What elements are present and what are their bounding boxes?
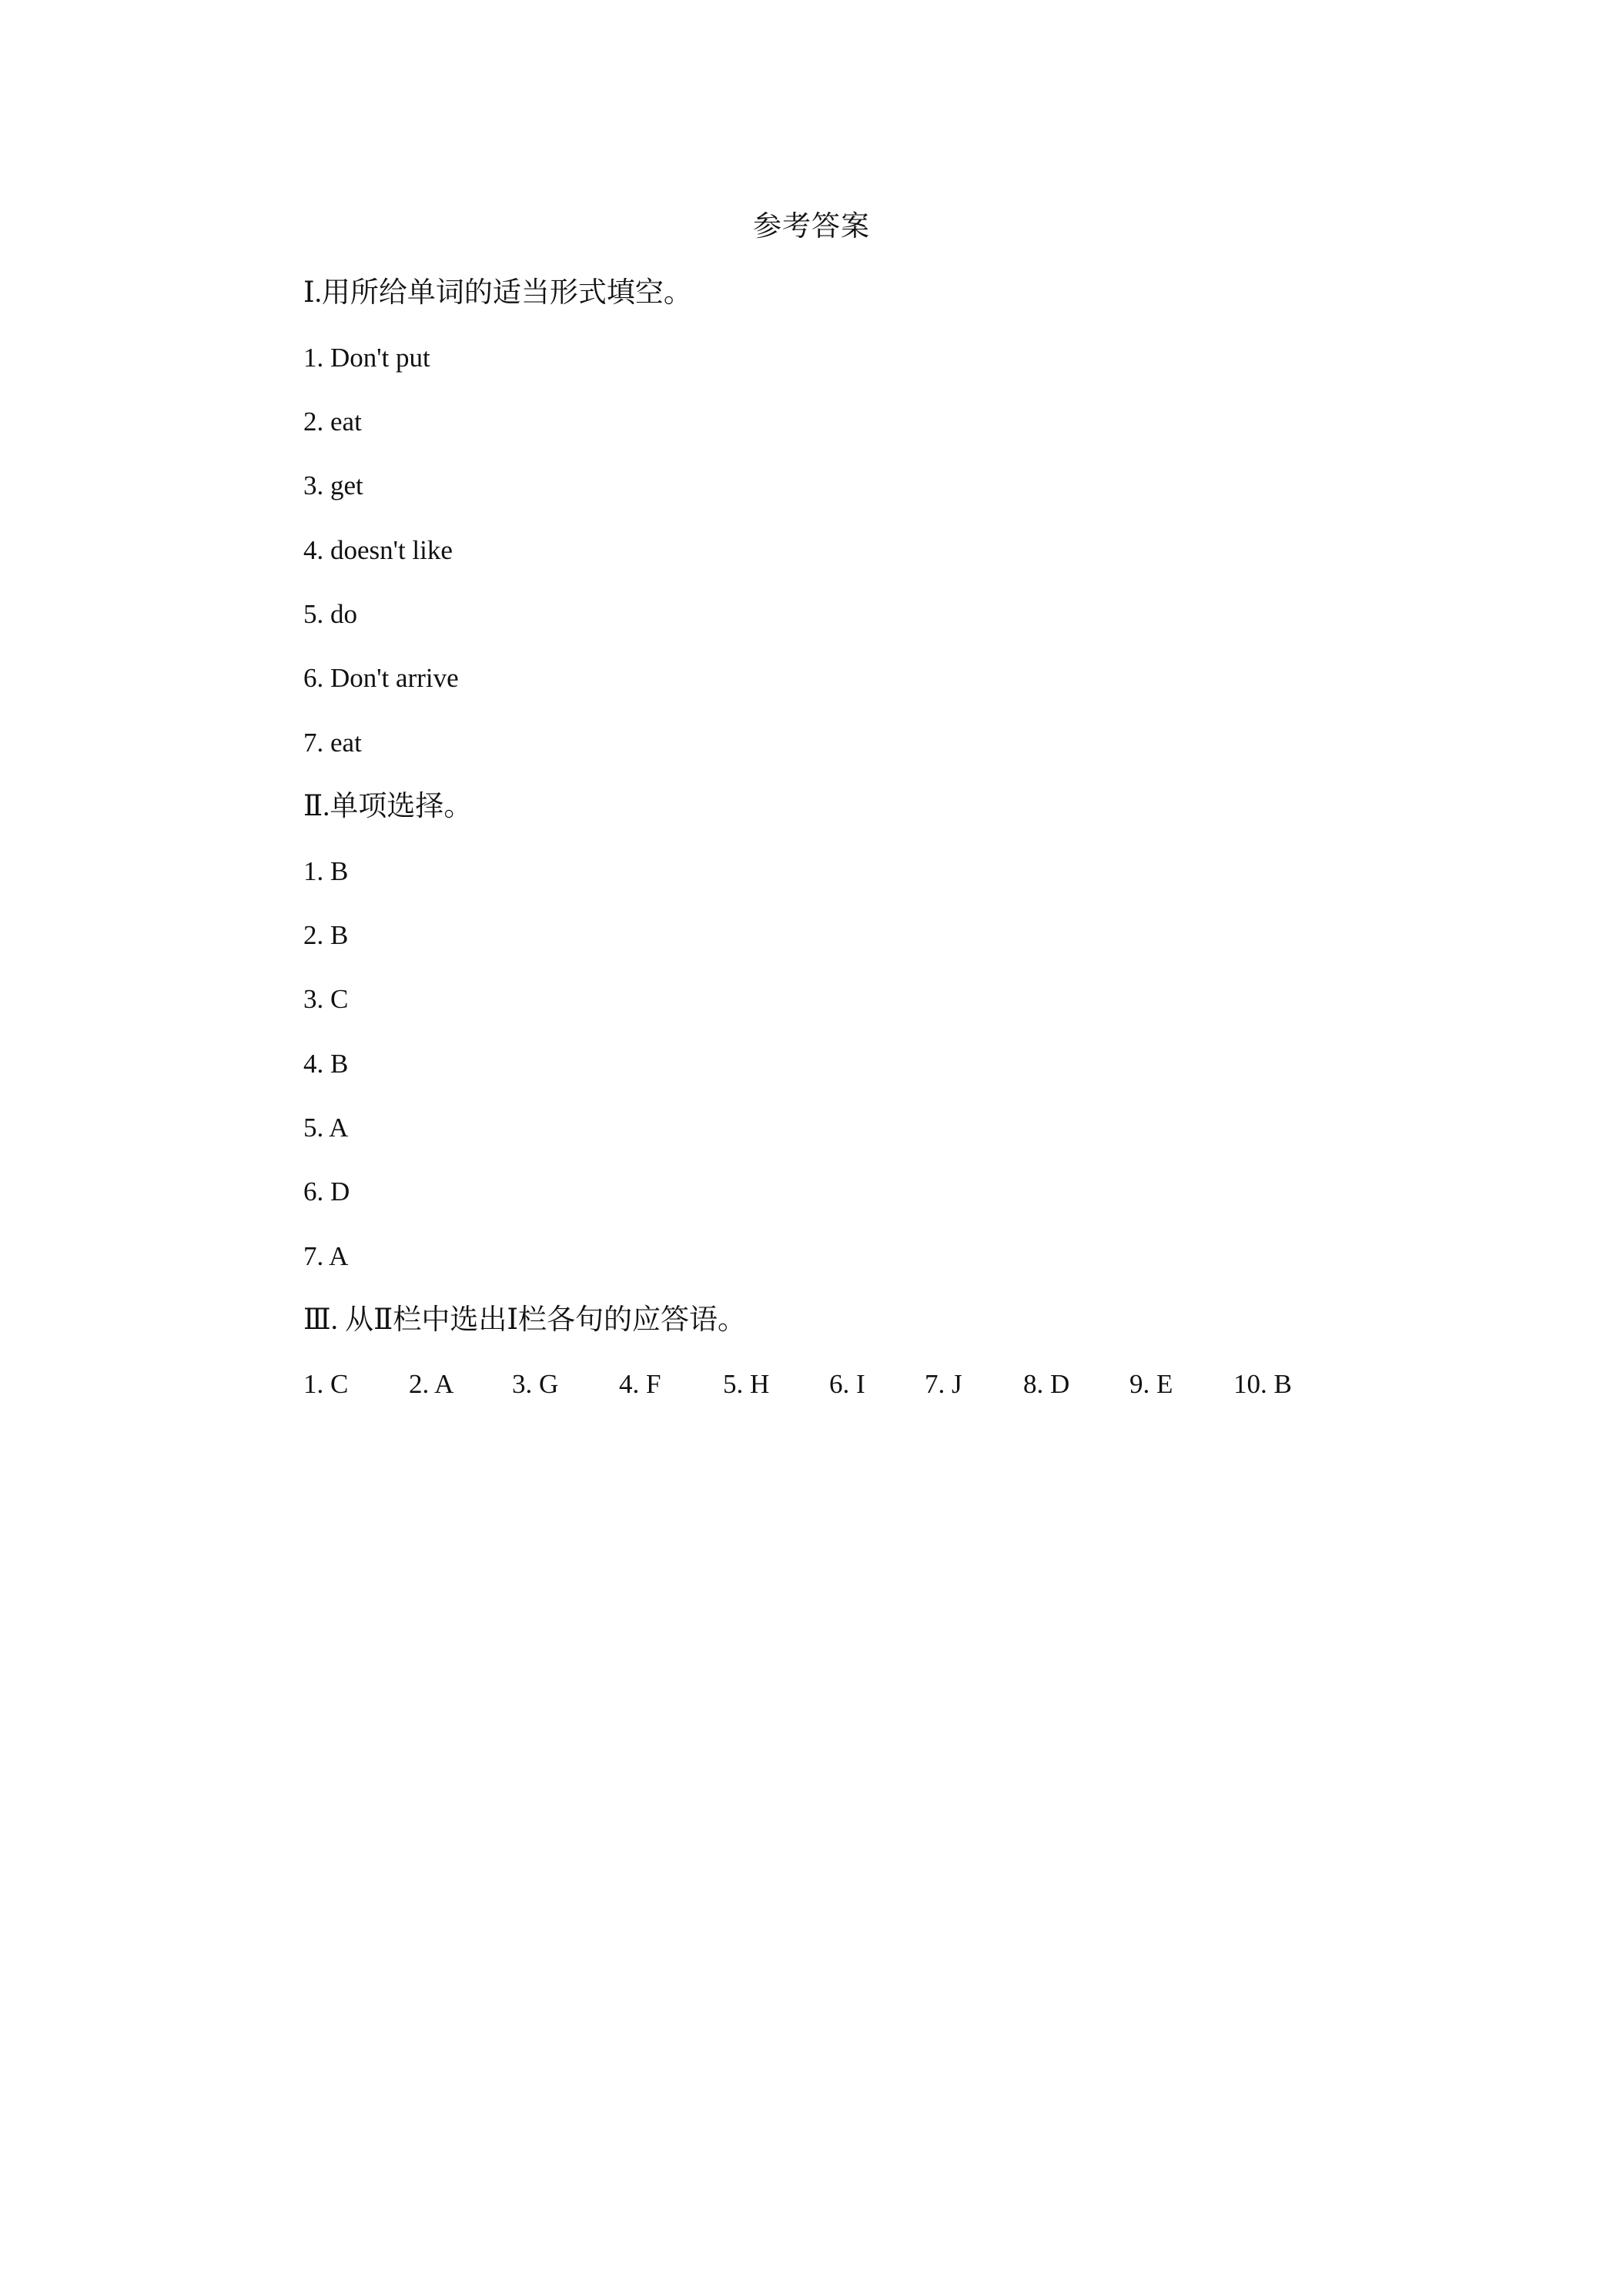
section-2-answer-3: 3. C bbox=[303, 984, 349, 1014]
section-2-answer-1: 1. B bbox=[303, 856, 349, 886]
section-3-answer-8: 8. D bbox=[1023, 1369, 1070, 1399]
section-1-answer-3: 3. get bbox=[303, 470, 363, 500]
section-3-answer-4: 4. F bbox=[619, 1369, 661, 1399]
section-2-answer-4: 4. B bbox=[303, 1049, 349, 1079]
section-1-answer-5: 5. do bbox=[303, 599, 357, 629]
page-title: 参考答案 bbox=[753, 211, 870, 243]
section-3-answer-2: 2. A bbox=[409, 1369, 454, 1399]
section-3-answer-row bbox=[303, 1365, 1381, 1404]
section-1-answer-4: 4. doesn't like bbox=[303, 535, 453, 565]
section-2-heading: Ⅱ.单项选择。 bbox=[303, 791, 473, 822]
section-3-answer-10: 10. B bbox=[1233, 1369, 1292, 1399]
section-1-answer-2: 2. eat bbox=[303, 407, 362, 437]
section-1-answer-7: 7. eat bbox=[303, 728, 362, 758]
section-1-answer-1: 1. Don't put bbox=[303, 343, 430, 373]
section-1-heading: Ⅰ.用所给单词的适当形式填空。 bbox=[303, 277, 692, 309]
section-2-answer-7: 7. A bbox=[303, 1241, 349, 1271]
section-3-answer-5: 5. H bbox=[723, 1369, 770, 1399]
section-3-heading: Ⅲ. 从Ⅱ栏中选出Ⅰ栏各句的应答语。 bbox=[303, 1304, 746, 1336]
section-3-answer-1: 1. C bbox=[303, 1369, 349, 1399]
section-2-answer-5: 5. A bbox=[303, 1113, 349, 1143]
section-3-answer-6: 6. I bbox=[829, 1369, 865, 1399]
section-3-answer-3: 3. G bbox=[512, 1369, 559, 1399]
section-2-answer-2: 2. B bbox=[303, 920, 349, 950]
section-3-answer-9: 9. E bbox=[1129, 1369, 1173, 1399]
section-2-answer-6: 6. D bbox=[303, 1176, 350, 1207]
section-3-answer-7: 7. J bbox=[925, 1369, 962, 1399]
section-1-answer-6: 6. Don't arrive bbox=[303, 663, 459, 693]
